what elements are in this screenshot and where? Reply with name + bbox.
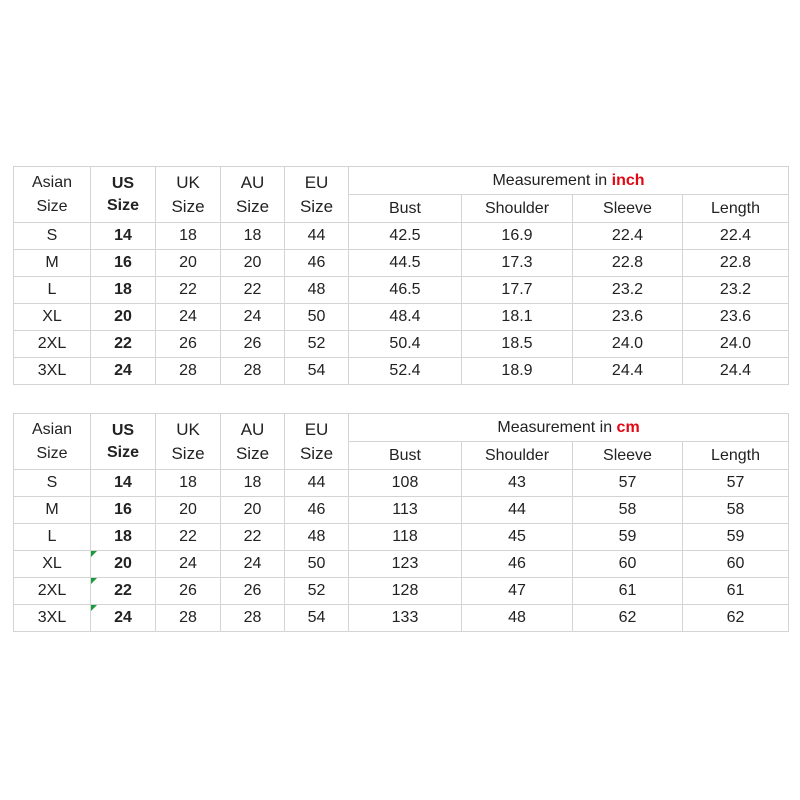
cell-marker-icon (91, 578, 97, 584)
shoulder-cell: 45 (462, 524, 573, 551)
asian-size-cell: 2XL (14, 331, 91, 358)
shoulder-cell: 18.9 (462, 358, 573, 385)
shoulder-cell: 47 (462, 578, 573, 605)
bust-header: Bust (349, 442, 462, 470)
au-size-cell: 18 (221, 470, 285, 497)
table-row (14, 331, 789, 358)
shoulder-cell: 44 (462, 497, 573, 524)
table-row (14, 304, 789, 331)
shoulder-cell: 48 (462, 605, 573, 632)
asian-size-header: Asian Size (14, 414, 91, 470)
uk-size-cell: 24 (156, 304, 221, 331)
us-size-cell: 22 (91, 578, 156, 605)
uk-size-cell: 26 (156, 331, 221, 358)
eu-size-cell: 46 (285, 497, 349, 524)
length-cell: 62 (683, 605, 789, 632)
table-row (14, 358, 789, 385)
shoulder-cell: 18.5 (462, 331, 573, 358)
eu-size-cell: 48 (285, 277, 349, 304)
eu-size-cell: 54 (285, 605, 349, 632)
measurement-title: Measurement in inch (349, 167, 789, 195)
bust-cell: 113 (349, 497, 462, 524)
asian-size-cell: 3XL (14, 358, 91, 385)
length-cell: 61 (683, 578, 789, 605)
shoulder-cell: 16.9 (462, 223, 573, 250)
rows-cm (14, 470, 789, 632)
sleeve-header: Sleeve (573, 442, 683, 470)
bust-cell: 123 (349, 551, 462, 578)
bust-cell: 108 (349, 470, 462, 497)
table-row (14, 578, 789, 605)
eu-size-cell: 52 (285, 331, 349, 358)
au-size-cell: 18 (221, 223, 285, 250)
table-row (14, 223, 789, 250)
us-size-cell: 14 (91, 223, 156, 250)
us-size-cell: 14 (91, 470, 156, 497)
sleeve-cell: 57 (573, 470, 683, 497)
asian-size-cell: M (14, 497, 91, 524)
sleeve-cell: 24.4 (573, 358, 683, 385)
uk-size-cell: 20 (156, 497, 221, 524)
asian-size-header: Asian Size (14, 167, 91, 223)
sleeve-cell: 62 (573, 605, 683, 632)
us-size-cell: 16 (91, 250, 156, 277)
unit-label: cm (616, 418, 640, 436)
au-size-cell: 26 (221, 331, 285, 358)
length-cell: 60 (683, 551, 789, 578)
sleeve-cell: 24.0 (573, 331, 683, 358)
table-row (14, 470, 789, 497)
eu-size-cell: 54 (285, 358, 349, 385)
us-size-cell: 16 (91, 497, 156, 524)
table-row (14, 605, 789, 632)
au-size-header: AU Size (221, 414, 285, 470)
eu-size-cell: 44 (285, 470, 349, 497)
table-row (14, 250, 789, 277)
au-size-cell: 28 (221, 605, 285, 632)
unit-label: inch (611, 171, 645, 189)
us-size-cell: 20 (91, 551, 156, 578)
bust-cell: 52.4 (349, 358, 462, 385)
length-cell: 24.0 (683, 331, 789, 358)
sleeve-cell: 23.6 (573, 304, 683, 331)
sleeve-cell: 60 (573, 551, 683, 578)
sleeve-cell: 61 (573, 578, 683, 605)
bust-cell: 44.5 (349, 250, 462, 277)
au-size-cell: 20 (221, 497, 285, 524)
asian-size-cell: S (14, 470, 91, 497)
eu-size-cell: 44 (285, 223, 349, 250)
length-cell: 22.4 (683, 223, 789, 250)
shoulder-header: Shoulder (462, 195, 573, 223)
bust-cell: 118 (349, 524, 462, 551)
uk-size-cell: 18 (156, 223, 221, 250)
bust-cell: 42.5 (349, 223, 462, 250)
asian-size-cell: 3XL (14, 605, 91, 632)
shoulder-cell: 17.7 (462, 277, 573, 304)
eu-size-cell: 50 (285, 304, 349, 331)
sleeve-cell: 22.4 (573, 223, 683, 250)
sleeve-cell: 22.8 (573, 250, 683, 277)
uk-size-header: UK Size (156, 167, 221, 223)
us-size-cell: 24 (91, 358, 156, 385)
eu-size-cell: 52 (285, 578, 349, 605)
size-table-inch (13, 166, 789, 385)
length-cell: 22.8 (683, 250, 789, 277)
uk-size-header: UK Size (156, 414, 221, 470)
bust-cell: 50.4 (349, 331, 462, 358)
asian-size-cell: S (14, 223, 91, 250)
eu-size-cell: 48 (285, 524, 349, 551)
asian-size-cell: L (14, 524, 91, 551)
cell-marker-icon (91, 605, 97, 611)
us-size-cell: 18 (91, 277, 156, 304)
cell-marker-icon (91, 551, 97, 557)
shoulder-cell: 17.3 (462, 250, 573, 277)
sleeve-cell: 59 (573, 524, 683, 551)
size-table-cm (13, 413, 789, 632)
eu-size-header: EU Size (285, 167, 349, 223)
shoulder-cell: 18.1 (462, 304, 573, 331)
length-cell: 24.4 (683, 358, 789, 385)
table-row (14, 551, 789, 578)
bust-cell: 128 (349, 578, 462, 605)
table-row (14, 497, 789, 524)
shoulder-cell: 46 (462, 551, 573, 578)
shoulder-header: Shoulder (462, 442, 573, 470)
table-row (14, 524, 789, 551)
uk-size-cell: 24 (156, 551, 221, 578)
us-size-cell: 22 (91, 331, 156, 358)
measurement-title: Measurement in cm (349, 414, 789, 442)
au-size-cell: 26 (221, 578, 285, 605)
us-size-cell: 18 (91, 524, 156, 551)
asian-size-cell: 2XL (14, 578, 91, 605)
uk-size-cell: 22 (156, 277, 221, 304)
length-cell: 59 (683, 524, 789, 551)
bust-cell: 48.4 (349, 304, 462, 331)
us-size-header: US Size (91, 167, 156, 223)
asian-size-cell: XL (14, 551, 91, 578)
rows-inch (14, 223, 789, 385)
length-cell: 23.2 (683, 277, 789, 304)
us-size-cell: 24 (91, 605, 156, 632)
uk-size-cell: 20 (156, 250, 221, 277)
asian-size-cell: M (14, 250, 91, 277)
sleeve-cell: 58 (573, 497, 683, 524)
bust-cell: 133 (349, 605, 462, 632)
us-size-cell: 20 (91, 304, 156, 331)
shoulder-cell: 43 (462, 470, 573, 497)
au-size-cell: 20 (221, 250, 285, 277)
length-cell: 58 (683, 497, 789, 524)
au-size-cell: 22 (221, 277, 285, 304)
uk-size-cell: 28 (156, 605, 221, 632)
sleeve-header: Sleeve (573, 195, 683, 223)
uk-size-cell: 22 (156, 524, 221, 551)
asian-size-cell: XL (14, 304, 91, 331)
us-size-header: US Size (91, 414, 156, 470)
uk-size-cell: 28 (156, 358, 221, 385)
length-cell: 57 (683, 470, 789, 497)
eu-size-header: EU Size (285, 414, 349, 470)
eu-size-cell: 46 (285, 250, 349, 277)
length-header: Length (683, 195, 789, 223)
length-header: Length (683, 442, 789, 470)
sleeve-cell: 23.2 (573, 277, 683, 304)
uk-size-cell: 26 (156, 578, 221, 605)
eu-size-cell: 50 (285, 551, 349, 578)
asian-size-cell: L (14, 277, 91, 304)
length-cell: 23.6 (683, 304, 789, 331)
au-size-cell: 22 (221, 524, 285, 551)
bust-cell: 46.5 (349, 277, 462, 304)
table-row (14, 277, 789, 304)
au-size-cell: 24 (221, 551, 285, 578)
au-size-cell: 28 (221, 358, 285, 385)
uk-size-cell: 18 (156, 470, 221, 497)
bust-header: Bust (349, 195, 462, 223)
au-size-header: AU Size (221, 167, 285, 223)
au-size-cell: 24 (221, 304, 285, 331)
